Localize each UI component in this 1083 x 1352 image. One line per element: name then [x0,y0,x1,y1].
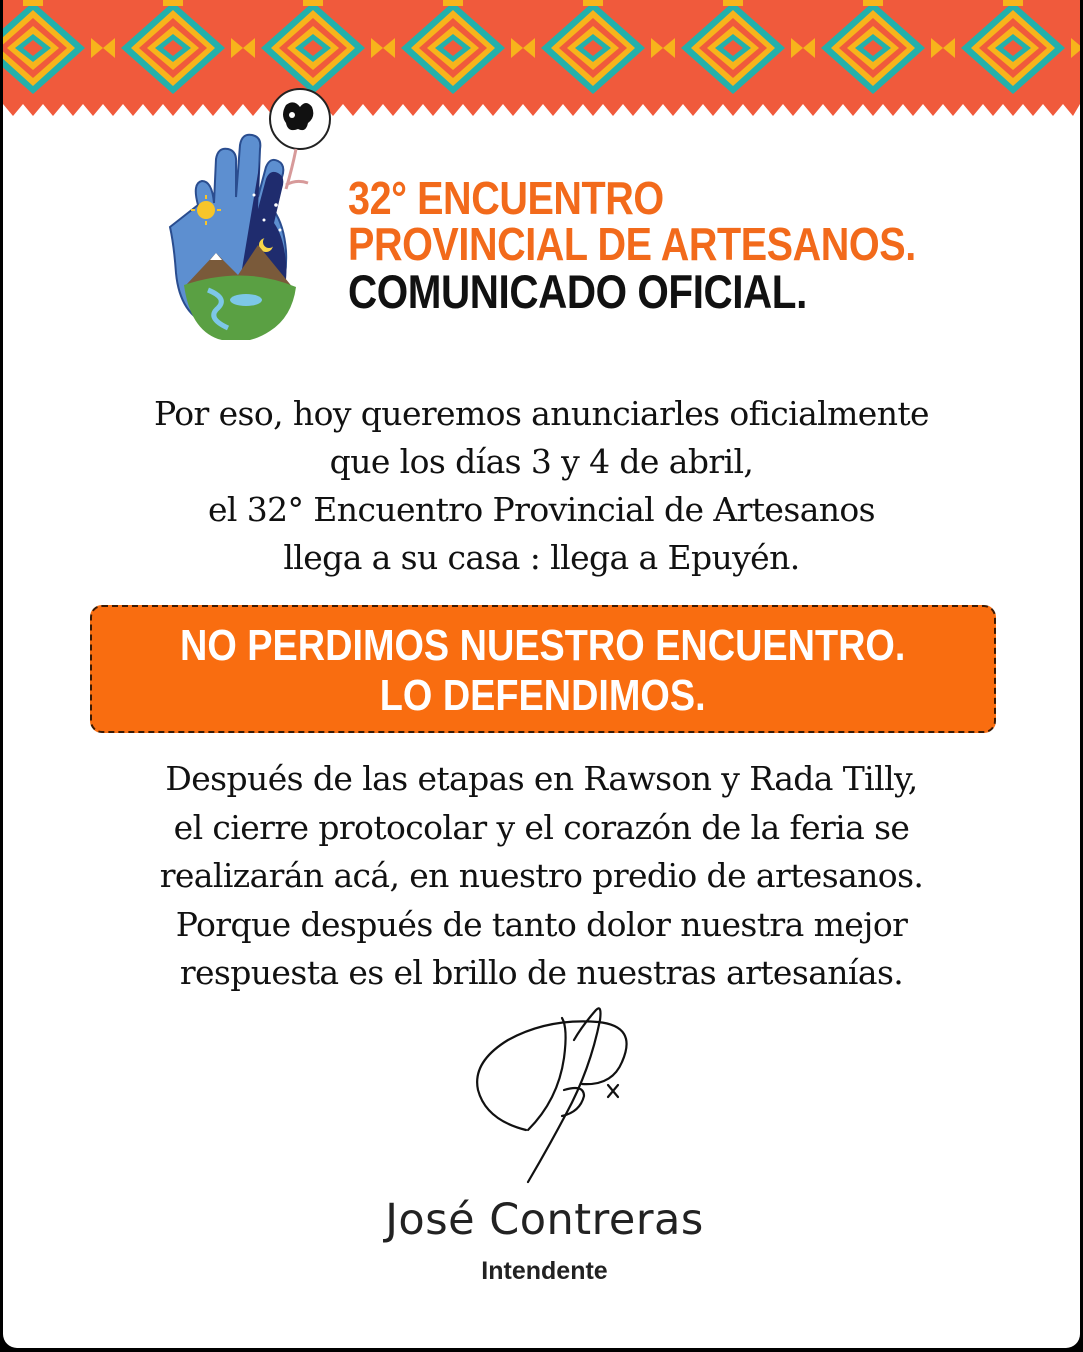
body-line: respuesta es el brillo de nuestras artesanías. [179,953,904,992]
intro-line: el 32° Encuentro Provincial de Artesanos [207,490,876,529]
intro-line: llega a su casa : llega a Epuyén. [283,538,800,577]
signatory-role: Intendente [481,1257,608,1285]
header-titles [348,172,950,318]
intro-line: Por eso, hoy queremos anunciarles oficialmente [154,394,929,433]
highlight-line-1: NO PERDIMOS NUESTRO ENCUENTRO. [180,621,906,670]
title-line-2: PROVINCIAL DE ARTESANOS. [348,218,916,270]
title-line-1: 32° ENCUENTRO [348,172,664,224]
body-paragraph [3,755,1080,998]
highlight-banner [90,605,996,733]
handwritten-signature [448,1000,648,1200]
body-line: realizarán acá, en nuestro predio de artesanos. [159,856,924,895]
body-line: el cierre protocolar y el corazón de la feria se [173,807,910,847]
title-line-3: COMUNICADO OFICIAL. [348,265,807,318]
body-line: Porque después de tanto dolor nuestra mejor [175,904,908,944]
decorative-pattern-banner [3,0,1080,120]
body-line: Después de las etapas en Rawson y Rada Tilly, [165,759,918,798]
highlight-line-2: LO DEFENDIMOS. [380,671,706,720]
communique-card [3,0,1080,1348]
artisan-hand-logo [168,85,348,340]
intro-paragraph [3,390,1080,582]
intro-line: que los días 3 y 4 de abril, [329,442,754,481]
signatory-name: José Contreras [385,1195,704,1245]
